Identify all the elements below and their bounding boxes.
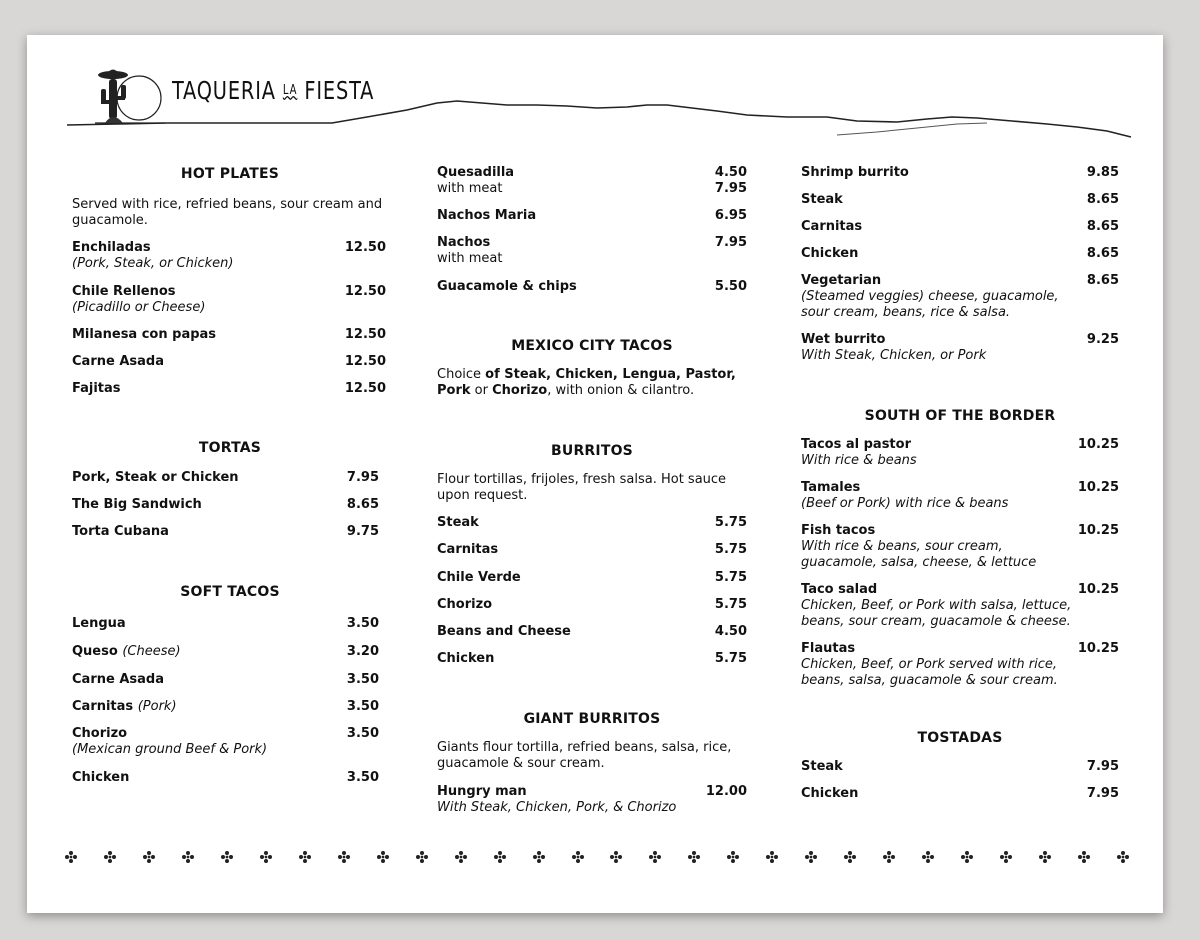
ornament-icon: [143, 851, 155, 863]
item-price: 9.85: [1086, 165, 1119, 180]
menu-item: Tamales (Beef or Pork) with rice & beans 10.25: [801, 480, 1119, 511]
menu-item: Guacamole & chips 5.50: [437, 279, 747, 294]
item-price: 7.95: [346, 470, 379, 485]
item-price: 4.50: [714, 624, 747, 639]
item-price: 5.50: [714, 279, 747, 294]
ornament-icon: [766, 851, 778, 863]
menu-item: Chile Verde 5.75: [437, 570, 747, 585]
item-price: 12.50: [344, 354, 386, 369]
menu-item: Nachos Maria 6.95: [437, 208, 747, 223]
menu-item: Enchiladas (Pork, Steak, or Chicken) 12.50: [72, 240, 386, 271]
item-price: 12.50: [344, 240, 386, 255]
item-price: 9.25: [1086, 332, 1119, 347]
item-price: 12.50: [344, 284, 386, 299]
item-price: 6.95: [714, 208, 747, 223]
ornament-border: [65, 851, 1127, 867]
menu-item: Carnitas (Pork) 3.50: [72, 699, 379, 714]
item-price: 4.50 7.95: [714, 165, 747, 196]
ornament-icon: [688, 851, 700, 863]
item-price: 10.25: [1077, 437, 1119, 452]
menu-item: Milanesa con papas 12.50: [72, 327, 386, 342]
ornament-icon: [883, 851, 895, 863]
item-price: 10.25: [1077, 641, 1119, 656]
menu-item: Tacos al pastor With rice & beans 10.25: [801, 437, 1119, 468]
menu-item: Fajitas 12.50: [72, 381, 386, 396]
item-price: 8.65: [1086, 192, 1119, 207]
menu-item: Wet burrito With Steak, Chicken, or Pork 9.25: [801, 332, 1119, 363]
ornament-icon: [1117, 851, 1129, 863]
item-price: 5.75: [714, 570, 747, 585]
menu-item: Chicken 8.65: [801, 246, 1119, 261]
menu-item: Fish tacos With rice & beans, sour cream, guacamole, salsa, cheese, & lettuce 10.25: [801, 523, 1119, 570]
ornament-icon: [494, 851, 506, 863]
item-price: 10.25: [1077, 582, 1119, 597]
item-price: 12.50: [344, 381, 386, 396]
section-title-soft-tacos: SOFT TACOS: [180, 584, 280, 600]
ornament-icon: [844, 851, 856, 863]
menu-item: Carne Asada 12.50: [72, 354, 386, 369]
ornament-icon: [221, 851, 233, 863]
ornament-icon: [455, 851, 467, 863]
item-price: 8.65: [1086, 273, 1119, 288]
ornament-icon: [338, 851, 350, 863]
ornament-icon: [65, 851, 77, 863]
menu-page: [27, 35, 1163, 913]
item-price: 8.65: [1086, 246, 1119, 261]
item-price: 3.50: [346, 699, 379, 714]
menu-item: The Big Sandwich 8.65: [72, 497, 379, 512]
ornament-icon: [610, 851, 622, 863]
menu-item: Chicken 3.50: [72, 770, 379, 785]
item-price: 7.95: [714, 235, 747, 250]
item-price: 8.65: [1086, 219, 1119, 234]
menu-item: Chile Rellenos (Picadillo or Cheese) 12.50: [72, 284, 386, 315]
section-desc-mexico-city-tacos: Choice of Steak, Chicken, Lengua, Pastor, Pork or Chorizo, with onion & cilantro.: [437, 367, 736, 398]
ornament-icon: [1078, 851, 1090, 863]
item-price: 5.75: [714, 597, 747, 612]
item-price: 12.00: [705, 784, 747, 799]
menu-item: Lengua 3.50: [72, 616, 379, 631]
menu-item: Shrimp burrito 9.85: [801, 165, 1119, 180]
section-title-south-of-the-border: SOUTH OF THE BORDER: [864, 408, 1056, 424]
menu-item: Torta Cubana 9.75: [72, 524, 379, 539]
section-title-tortas: TORTAS: [198, 440, 262, 456]
item-price: 9.75: [346, 524, 379, 539]
ornament-icon: [533, 851, 545, 863]
ornament-icon: [416, 851, 428, 863]
menu-item: Hungry man With Steak, Chicken, Pork, & Chorizo 12.00: [437, 784, 747, 815]
menu-item: Taco salad Chicken, Beef, or Pork with salsa, lettuce, beans, sour cream, guacamole & cheese. 10.25: [801, 582, 1119, 629]
menu-item: Steak 7.95: [801, 759, 1119, 774]
menu-item: Steak 8.65: [801, 192, 1119, 207]
item-price: 12.50: [344, 327, 386, 342]
item-price: 7.95: [1086, 759, 1119, 774]
item-price: 7.95: [1086, 786, 1119, 801]
ornament-icon: [805, 851, 817, 863]
item-price: 8.65: [346, 497, 379, 512]
ornament-icon: [1039, 851, 1051, 863]
section-title-burritos: BURRITOS: [551, 443, 633, 459]
menu-item: Chorizo 5.75: [437, 597, 747, 612]
ornament-icon: [299, 851, 311, 863]
menu-item: Quesadilla with meat 4.50 7.95: [437, 165, 747, 196]
item-price: 5.75: [714, 515, 747, 530]
ornament-icon: [260, 851, 272, 863]
menu-item: Chicken 5.75: [437, 651, 747, 666]
menu-item: Chicken 7.95: [801, 786, 1119, 801]
ornament-icon: [1000, 851, 1012, 863]
item-price: 5.75: [714, 542, 747, 557]
item-price: 3.50: [346, 770, 379, 785]
item-price: 5.75: [714, 651, 747, 666]
menu-item: Nachos with meat 7.95: [437, 235, 747, 266]
section-title-mexico-city-tacos: MEXICO CITY TACOS: [511, 338, 673, 354]
ornament-icon: [727, 851, 739, 863]
item-price: 3.50: [346, 726, 379, 741]
menu-item: Beans and Cheese 4.50: [437, 624, 747, 639]
item-price: 3.50: [346, 672, 379, 687]
menu-item: Queso (Cheese) 3.20: [72, 644, 379, 659]
menu-item: Vegetarian (Steamed veggies) cheese, guacamole, sour cream, beans, rice & salsa. 8.65: [801, 273, 1119, 320]
section-desc-hot-plates: Served with rice, refried beans, sour cream and guacamole.: [72, 197, 383, 228]
menu-item: Steak 5.75: [437, 515, 747, 530]
menu-item: Chorizo (Mexican ground Beef & Pork) 3.50: [72, 726, 379, 757]
item-price: 10.25: [1077, 480, 1119, 495]
menu-item: Carne Asada 3.50: [72, 672, 379, 687]
ornament-icon: [377, 851, 389, 863]
section-title-tostadas: TOSTADAS: [917, 730, 1003, 746]
ornament-icon: [104, 851, 116, 863]
section-desc-giant-burritos: Giants flour tortilla, refried beans, salsa, rice, guacamole & sour cream.: [437, 740, 732, 771]
menu-item: Flautas Chicken, Beef, or Pork served with rice, beans, salsa, guacamole & sour cream. 10.25: [801, 641, 1119, 688]
section-title-hot-plates: HOT PLATES: [180, 166, 280, 182]
section-title-giant-burritos: GIANT BURRITOS: [523, 711, 661, 727]
menu-item: Carnitas 8.65: [801, 219, 1119, 234]
restaurant-name: TAQUERIA $^{LA}$ FIESTA: [172, 76, 375, 105]
section-desc-burritos: Flour tortillas, frijoles, fresh salsa. Hot sauce upon request.: [437, 472, 727, 503]
item-price: 10.25: [1077, 523, 1119, 538]
ornament-icon: [961, 851, 973, 863]
ornament-icon: [572, 851, 584, 863]
item-price: 3.20: [346, 644, 379, 659]
menu-item: Carnitas 5.75: [437, 542, 747, 557]
ornament-icon: [922, 851, 934, 863]
menu-item: Pork, Steak or Chicken 7.95: [72, 470, 379, 485]
ornament-icon: [649, 851, 661, 863]
cactus-sombrero-logo: [95, 67, 167, 129]
item-price: 3.50: [346, 616, 379, 631]
ornament-icon: [182, 851, 194, 863]
